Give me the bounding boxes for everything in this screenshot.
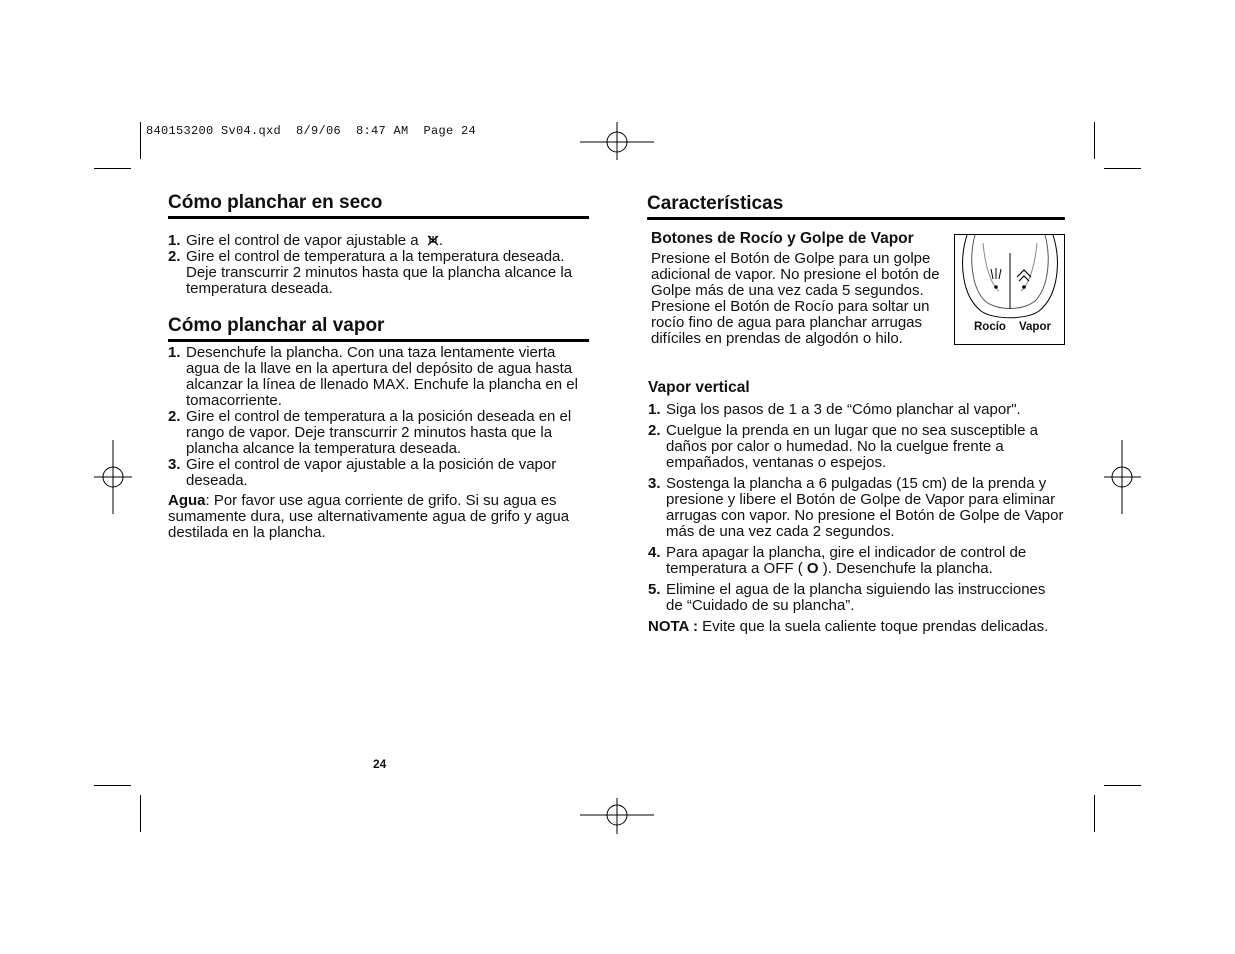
step-text: Desenchufe la plancha. Con una taza lentamente vierta agua de la llave en la apertura del depósito de agua hasta alcanzar la línea de llenado MAX. Enchufe la plancha en el tomacorriente.: [186, 344, 578, 409]
spray-burst-figure: [954, 234, 1065, 345]
page-number: 24: [373, 757, 387, 771]
steam-label: Vapor: [1019, 321, 1051, 333]
step-item: [168, 457, 586, 489]
steam-ironing-steps: [168, 345, 586, 541]
step-item: [168, 345, 586, 409]
step-number: 1.: [168, 232, 181, 249]
no-steam-icon: [427, 234, 439, 245]
step-item: [648, 545, 1066, 577]
step-text: ). Desenchufe la plancha.: [818, 560, 993, 577]
features-heading: Características: [647, 193, 784, 214]
step-text: Gire el control de temperatura a la temperatura deseada. Deje transcurrir 2 minutos hasta que la plancha alcance la temperatura deseada.: [186, 248, 573, 297]
step-text: Gire el control de vapor ajustable a la posición de vapor deseada.: [186, 456, 557, 489]
step-text: Cuelgue la prenda en un lugar que no sea susceptible a daños por calor o humedad. No la cuelgue frente a empañados, ventanas o espejos.: [666, 422, 1038, 471]
section-rule: [168, 216, 589, 219]
step-item: 1. Gire el control de vapor ajustable a .: [168, 232, 443, 249]
step-item: [648, 476, 1066, 540]
dry-ironing-steps: [168, 233, 588, 297]
buttons-description: Presione el Botón de Golpe para un golpe adicional de vapor. No presione el botón de Golpe más de una vez cada 5 segundos. Presione el Botón de Rocío para soltar un rocío fino de agua para planchar arrugas difíciles en prendas de algodón o hilo.: [651, 250, 940, 347]
note: [648, 619, 1066, 635]
step-item: [648, 582, 1066, 614]
step-text: Siga los pasos de 1 a 3 de “Cómo planchar al vapor".: [666, 401, 1021, 418]
vertical-steam-subheading: Vapor vertical: [648, 379, 750, 396]
water-note: [168, 493, 586, 541]
step-number: 3.: [648, 475, 661, 492]
step-text: Elimine el agua de la plancha siguiendo las instrucciones de “Cuidado de su plancha”.: [666, 581, 1046, 614]
step-number: 3.: [168, 456, 181, 473]
step-number: 2.: [648, 422, 661, 439]
dry-ironing-heading: Cómo planchar en seco: [168, 192, 383, 213]
step-number: 2.: [168, 408, 181, 425]
step-item: [168, 409, 586, 457]
step-text: Gire el control de temperatura a la posición deseada en el rango de vapor. Deje transcurrir 2 minutos hasta que la plancha alcance la temperatura deseada.: [186, 408, 572, 457]
vertical-steam-steps: [648, 402, 1066, 635]
section-rule: [647, 217, 1065, 220]
water-label: Agua: [168, 492, 206, 509]
step-number: 4.: [648, 544, 661, 561]
step-number: 1.: [648, 401, 661, 418]
buttons-subheading: Botones de Rocío y Golpe de Vapor: [651, 230, 914, 247]
step-text: Sostenga la plancha a 6 pulgadas (15 cm) de la prenda y presione y libere el Botón de Golpe de Vapor para eliminar arrugas con vapor. No presione el Botón de Golpe de Vapor más de una vez cada 2 segundos.: [666, 475, 1064, 540]
steam-ironing-heading: Cómo planchar al vapor: [168, 315, 385, 336]
spray-label: Rocío: [974, 321, 1006, 333]
note-label: NOTA :: [648, 618, 698, 635]
step-number: 1.: [168, 344, 181, 361]
spray-icon: [991, 268, 1001, 288]
step-text: Para apagar la plancha, gire el indicador de control de temperatura a OFF (: [666, 544, 1027, 577]
step-number: 5.: [648, 581, 661, 598]
off-symbol: O: [806, 560, 819, 577]
section-rule: [168, 339, 589, 342]
step-number: 2.: [168, 248, 181, 265]
step-item: [648, 423, 1066, 471]
step-item: [648, 402, 1066, 418]
file-slug: 840153200 Sv04.qxd 8/9/06 8:47 AM Page 24: [146, 124, 477, 138]
note-text: Evite que la suela caliente toque prendas delicadas.: [698, 618, 1049, 635]
step-text: Gire el control de vapor ajustable a: [186, 232, 419, 249]
step-item: [168, 249, 588, 297]
water-text: : Por favor use agua corriente de grifo. Si su agua es sumamente dura, use alternativamente agua de grifo y agua destilada en la plancha.: [168, 492, 570, 541]
